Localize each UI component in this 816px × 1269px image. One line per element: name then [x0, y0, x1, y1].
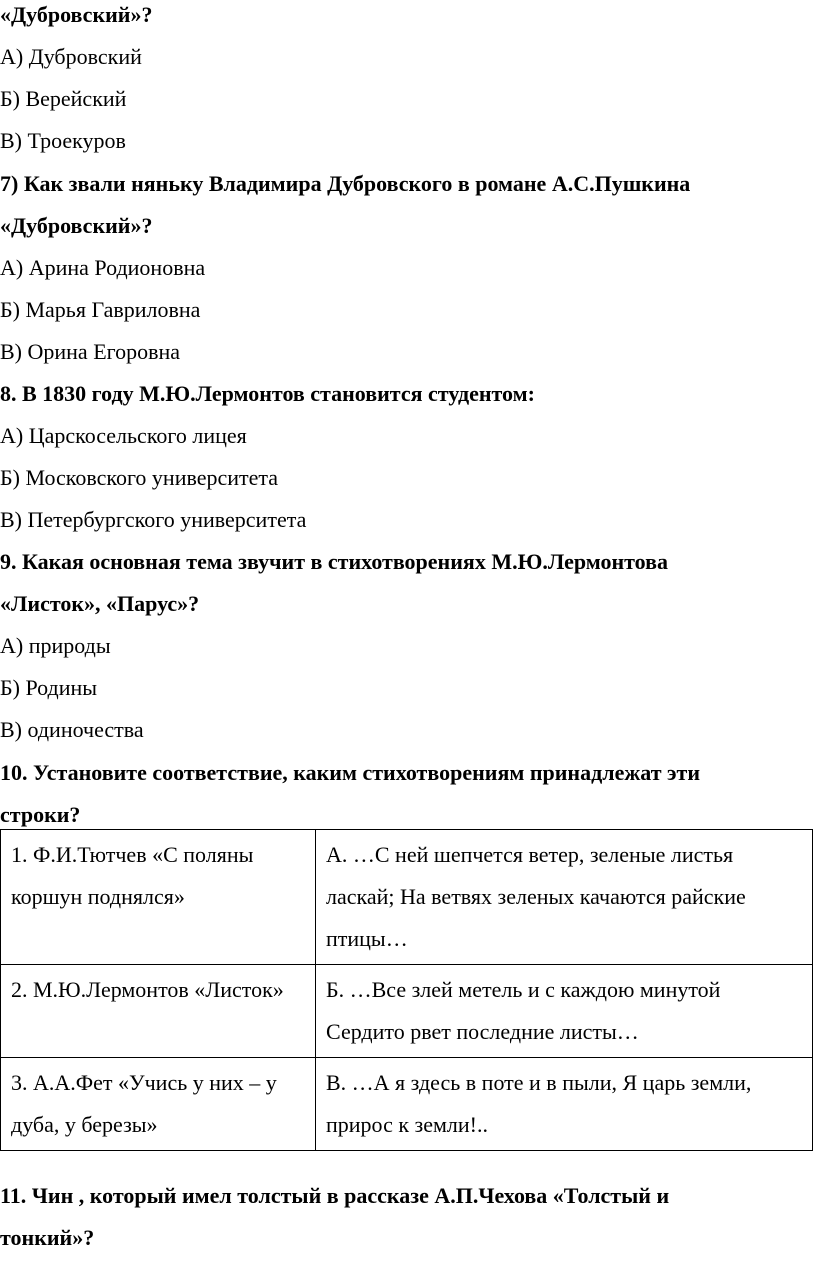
q8-option-c: В) Петербургского университета [0, 507, 307, 532]
table-cell-lines: Б. …Все злей метель и с каждою минутой Сердито рвет последние листы… [316, 965, 813, 1058]
table-row [1, 1058, 813, 1151]
question-10-title: 10. Установите соответствие, каким стихотворениям принадлежат эти [0, 760, 701, 785]
question-11-title-cont: тонкий»? [0, 1225, 95, 1250]
table-cell-poem: 1. Ф.И.Тютчев «С поляны коршун поднялся» [1, 830, 316, 965]
table-cell-poem: 2. М.Ю.Лермонтов «Листок» [1, 965, 316, 1058]
question-7-title-cont: «Дубровский»? [0, 213, 153, 238]
question-10-title-cont: строки? [0, 802, 81, 827]
q7-option-b: Б) Марья Гавриловна [0, 297, 201, 322]
matching-table [0, 829, 813, 1151]
question-11-title: 11. Чин , который имел толстый в рассказе А.П.Чехова «Толстый и [0, 1183, 670, 1208]
table-row [1, 830, 813, 965]
q6-option-b: Б) Верейский [0, 86, 127, 111]
question-6-title-end: «Дубровский»? [0, 2, 153, 27]
table-cell-lines: А. …С ней шепчется ветер, зеленые листья ласкай; На ветвях зеленых качаются райские птицы… [316, 830, 813, 965]
q6-option-a: А) Дубровский [0, 44, 142, 69]
question-9-title-cont: «Листок», «Парус»? [0, 591, 200, 616]
table-cell-lines: В. …А я здесь в поте и в пыли, Я царь земли, прирос к земли!.. [316, 1058, 813, 1151]
q9-option-a: А) природы [0, 633, 111, 658]
q9-option-b: Б) Родины [0, 675, 98, 700]
table-row [1, 965, 813, 1058]
question-9-title: 9. Какая основная тема звучит в стихотворениях М.Ю.Лермонтова [0, 549, 668, 574]
q7-option-a: А) Арина Родионовна [0, 255, 206, 280]
q6-option-c: В) Троекуров [0, 128, 126, 153]
q7-option-c: В) Орина Егоровна [0, 339, 181, 364]
q8-option-a: А) Царскосельского лицея [0, 423, 247, 448]
q8-option-b: Б) Московского университета [0, 465, 279, 490]
question-8-title: 8. В 1830 году М.Ю.Лермонтов становится студентом: [0, 381, 535, 406]
question-7-title: 7) Как звали няньку Владимира Дубровского в романе А.С.Пушкина [0, 171, 691, 196]
table-cell-poem: 3. А.А.Фет «Учись у них – у дуба, у березы» [1, 1058, 316, 1151]
q9-option-c: В) одиночества [0, 717, 144, 742]
